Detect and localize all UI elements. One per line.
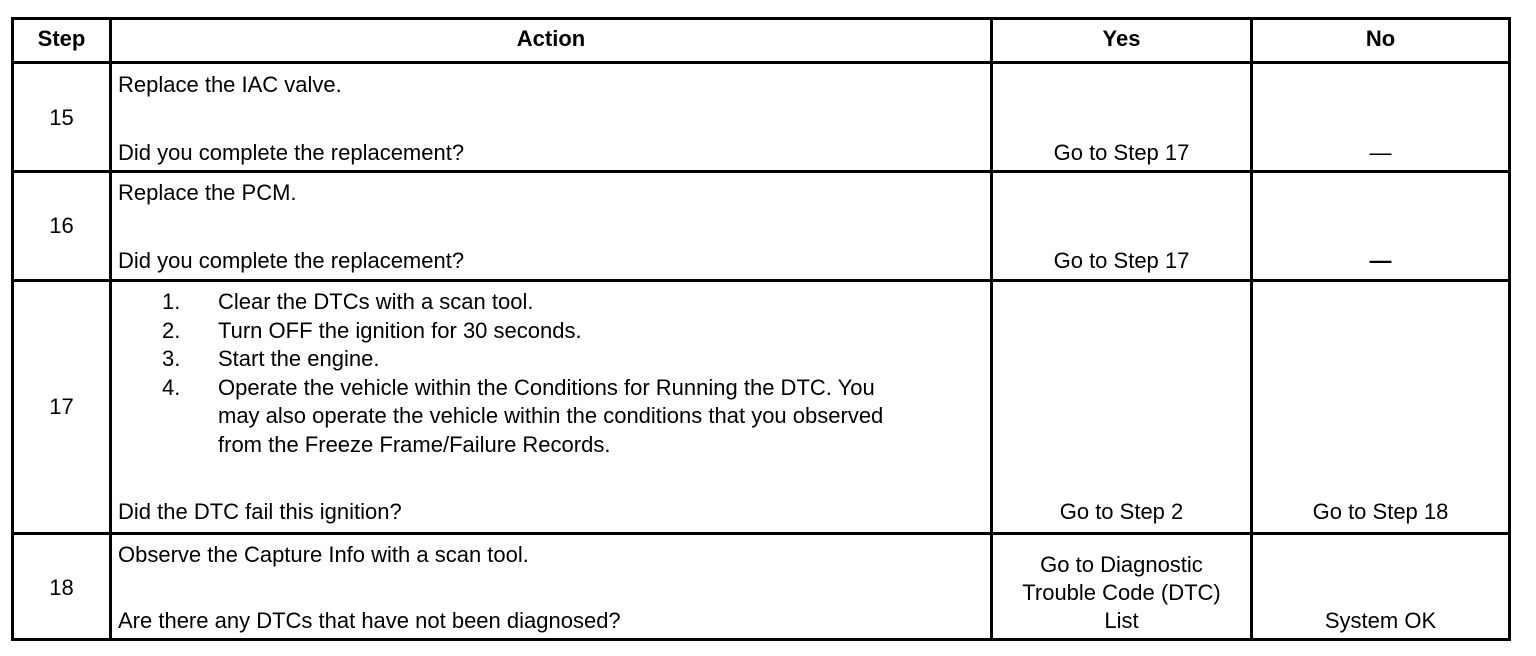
step-number: 17: [49, 394, 74, 419]
list-number: 4.: [162, 374, 181, 400]
table-row: [14, 64, 1508, 173]
table-row: [14, 282, 1508, 535]
list-text: from the Freeze Frame/Failure Records.: [218, 431, 611, 457]
no-result: —: [1369, 140, 1392, 165]
list-item: [142, 317, 883, 346]
header-no: No: [1365, 26, 1396, 51]
list-number: 3.: [162, 346, 181, 371]
list-text: Start the engine.: [218, 346, 380, 371]
step-number: 15: [49, 105, 74, 130]
step-number: 18: [49, 575, 74, 600]
table-row: [14, 535, 1508, 638]
table-row: [14, 173, 1508, 282]
no-result: —: [1369, 248, 1392, 273]
table-header-row: [14, 20, 1508, 64]
yes-result-line: List: [1104, 608, 1139, 633]
list-text: Operate the vehicle within the Conditions for Running the DTC. You: [218, 374, 875, 400]
list-item: [142, 374, 883, 460]
list-item: [142, 288, 883, 317]
action-question: Did the DTC fail this ignition?: [118, 499, 402, 524]
action-question: Are there any DTCs that have not been diagnosed?: [118, 608, 621, 633]
list-item: [142, 345, 883, 374]
header-step: Step: [14, 20, 112, 61]
no-result: System OK: [1324, 608, 1437, 633]
procedure-list: [142, 288, 883, 459]
header-action: Action: [112, 20, 993, 61]
list-text: Clear the DTCs with a scan tool.: [218, 289, 534, 314]
header-yes: Yes: [993, 20, 1253, 61]
action-text: Observe the Capture Info with a scan tool.: [118, 542, 529, 567]
yes-result-line: Go to Diagnostic: [1040, 552, 1203, 577]
action-question: Did you complete the replacement?: [118, 140, 465, 165]
action-text: Replace the IAC valve.: [118, 72, 342, 97]
list-number: 1.: [162, 289, 181, 314]
list-text: Turn OFF the ignition for 30 seconds.: [218, 317, 582, 343]
yes-result: Go to Step 2: [1059, 499, 1184, 524]
step-number: 16: [49, 213, 74, 238]
action-question: Did you complete the replacement?: [118, 248, 465, 273]
diagnostic-table: [11, 17, 1511, 641]
yes-result-line: Trouble Code (DTC): [1022, 580, 1221, 605]
list-number: 2.: [162, 317, 181, 343]
yes-result: Go to Step 17: [1053, 248, 1190, 273]
action-text: Replace the PCM.: [118, 180, 297, 205]
yes-result: Go to Step 17: [1053, 140, 1190, 165]
no-result: Go to Step 18: [1312, 499, 1449, 524]
list-text: may also operate the vehicle within the conditions that you observed: [218, 403, 884, 428]
